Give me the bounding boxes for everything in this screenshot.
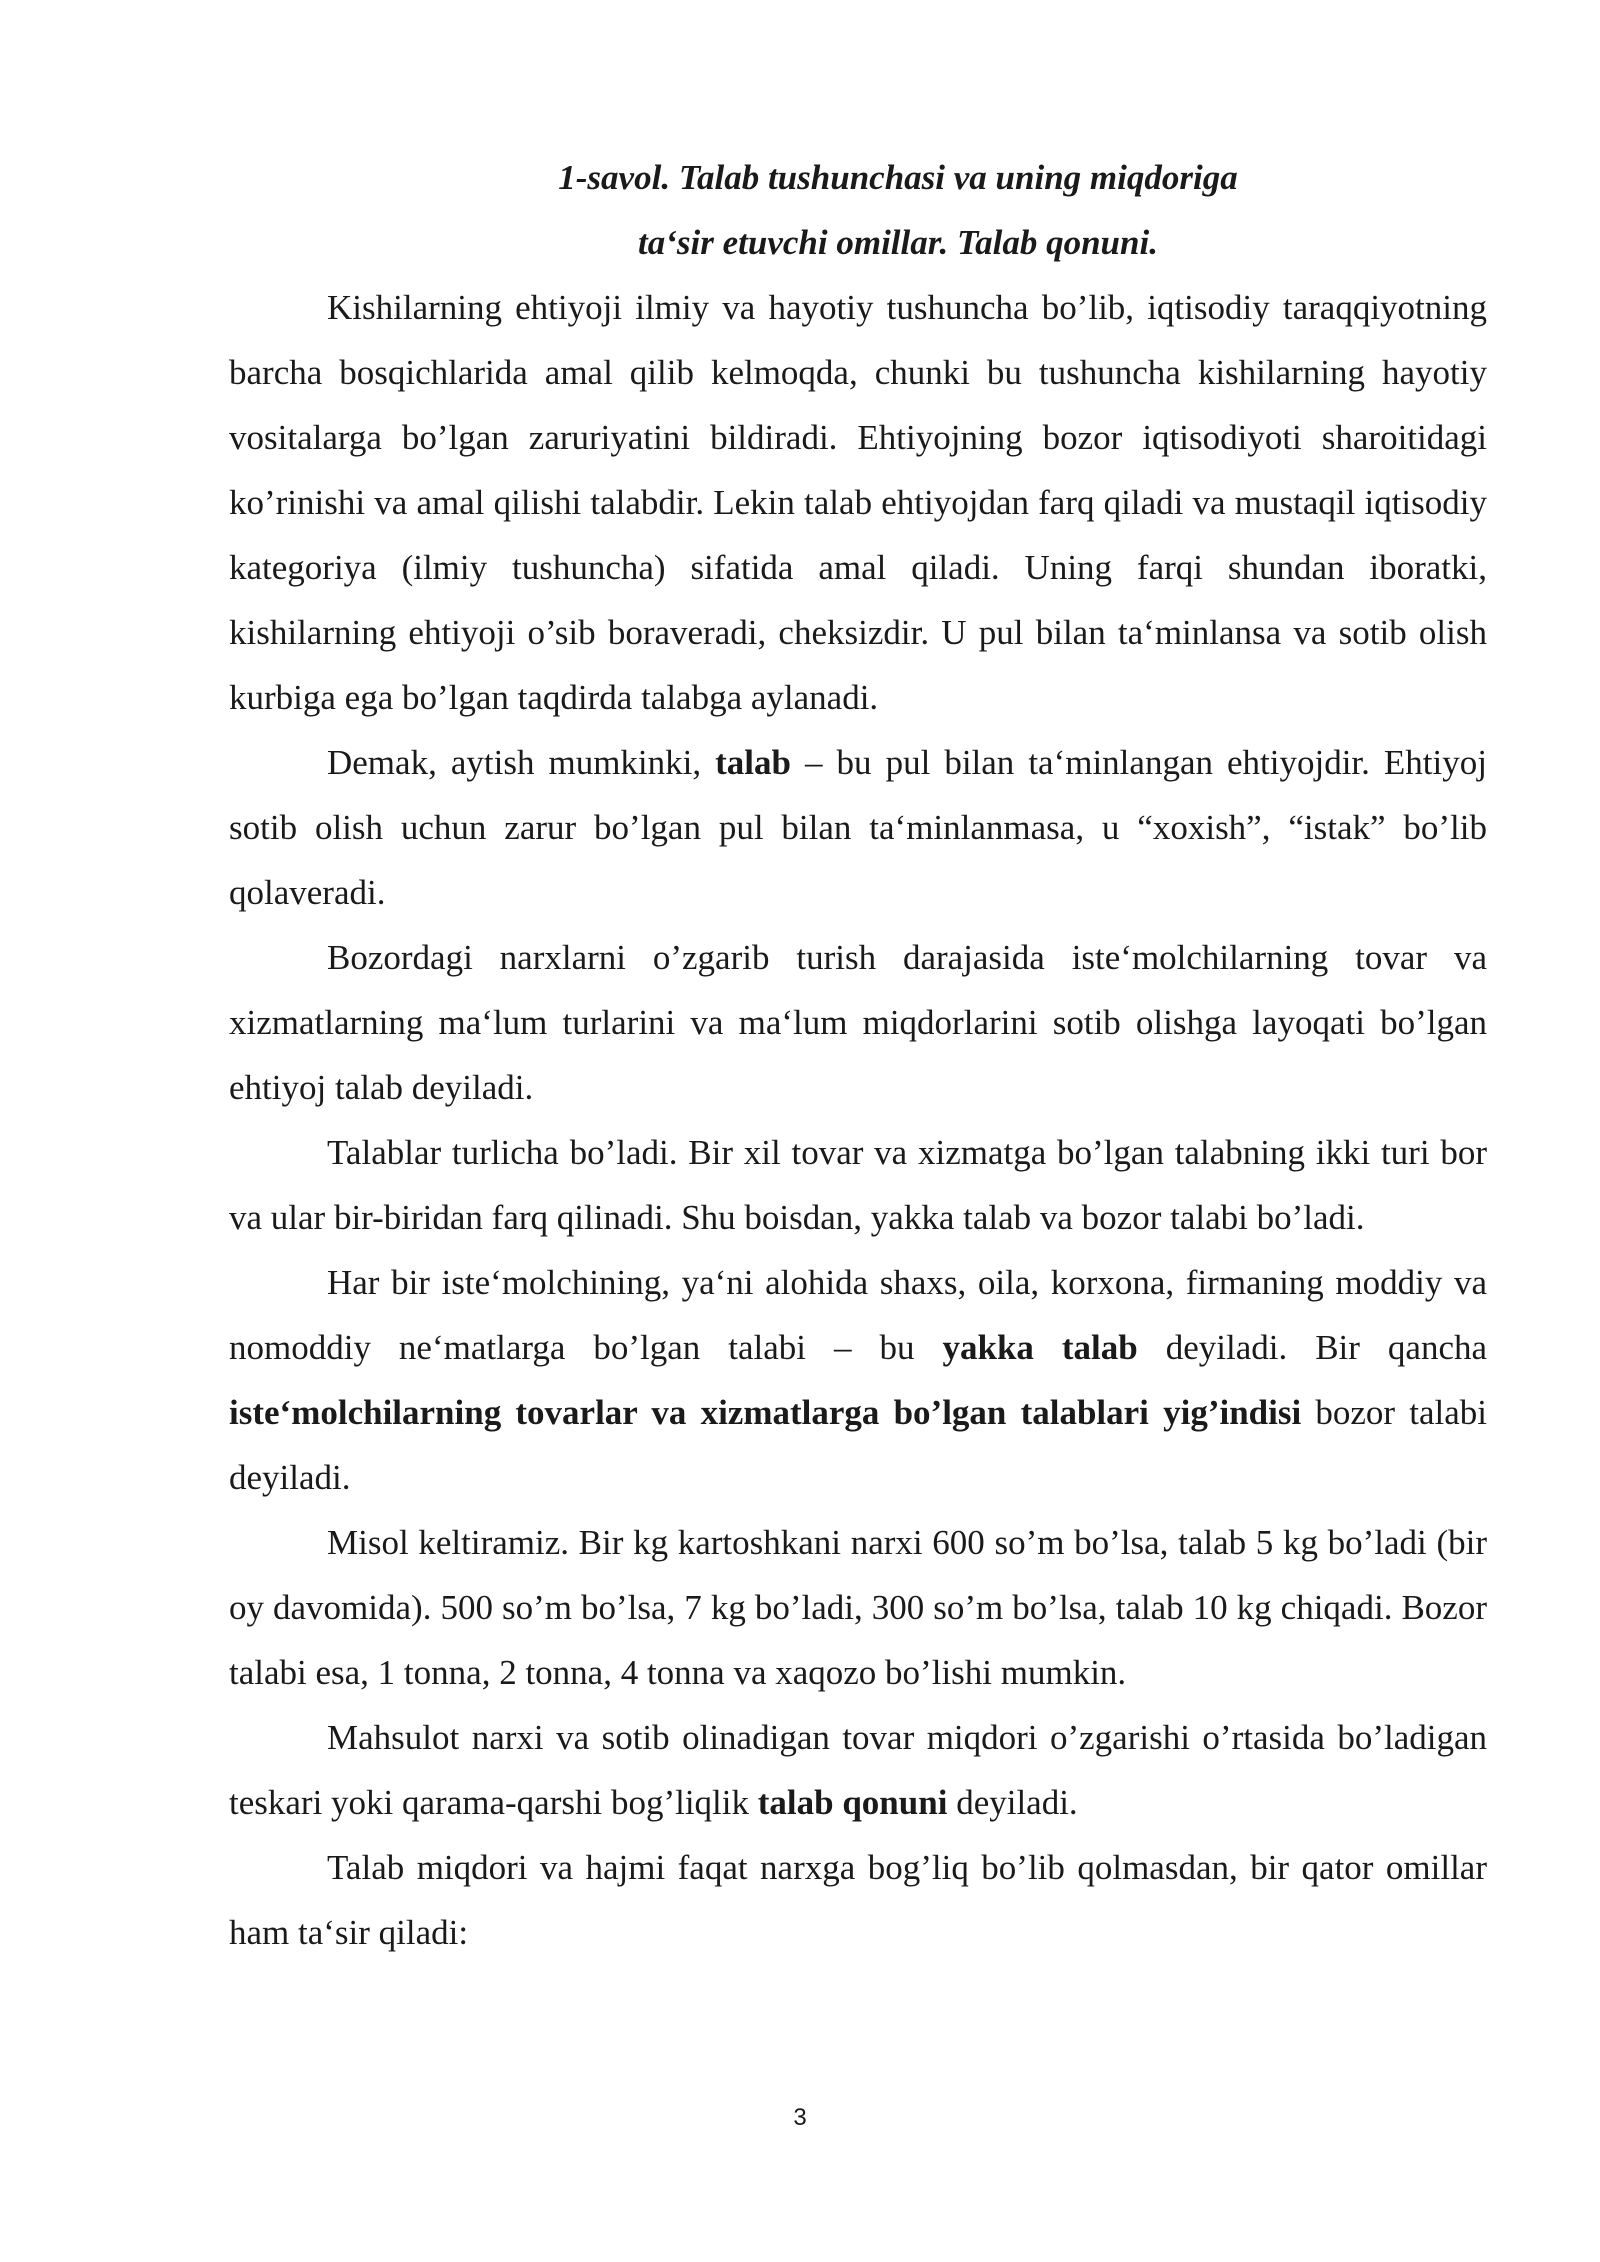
heading-line-1: 1-savol. Talab tushunchasi va uning miqdoriga [558,158,1238,197]
paragraph-4 [229,1120,1487,1250]
paragraph-7 [229,1705,1487,1835]
paragraph-2 [229,730,1487,925]
paragraph-1 [229,275,1487,730]
paragraph-text: Mahsulot narxi va sotib olinadigan tovar miqdori o’zgarishi o’rtasida bo’ladigan teskari yoki qarama-qarshi bog’liqlik [229,1718,1487,1822]
term-yakka-talab: yakka talab [942,1328,1138,1367]
paragraph-text: bozor talabi deyiladi. [229,1393,1488,1497]
body-text [229,275,1487,1965]
paragraph-text: Bozordagi narxlarni o’zgarib turish darajasida iste‘molchilarning tovar va xizmatlarning ma‘lum turlarini va ma‘lum miqdorlarini sotib olishga layoqati bo’lgan ehtiyoj talab deyiladi. [229,938,1487,1107]
heading-line-2: ta‘sir etuvchi omillar. Talab qonuni. [638,223,1158,262]
term-bozor-talabi-definition: iste‘molchilarning tovarlar va xizmatlarga bo’lgan talablari yig’indisi [229,1393,1302,1432]
page-number: 3 [793,2104,807,2131]
paragraph-8 [229,1835,1487,1965]
paragraph-3 [229,925,1487,1120]
paragraph-text: Kishilarning ehtiyoji ilmiy va hayotiy tushuncha bo’lib, iqtisodiy taraqqiyotning barcha bosqichlarida amal qilib kelmoqda, chunki bu tushuncha kishilarning hayotiy vositalarga bo’lgan zaruriyatini bildiradi. Ehtiyojning bozor iqtisodiyoti sharoitidagi ko’rinishi va amal qilishi talabdir. Lekin talab ehtiyojdan farq qiladi va mustaqil iqtisodiy kategoriya (ilmiy tushuncha) sifatida amal qiladi. Uning farqi shundan iboratki, kishilarning ehtiyoji o’sib boraveradi, cheksizdir. U pul bilan ta‘minlansa va sotib olish kurbiga ega bo’lgan taqdirda talabga aylanadi. [229,288,1487,717]
paragraph-6 [229,1510,1487,1705]
section-heading [229,145,1487,275]
term-talab-qonuni: talab qonuni [757,1783,948,1822]
paragraph-text: Talablar turlicha bo’ladi. Bir xil tovar va xizmatga bo’lgan talabning ikki turi bor va ular bir-biridan farq qilinadi. Shu boisdan, yakka talab va bozor talabi bo’ladi. [229,1133,1487,1237]
term-talab: talab [715,743,791,782]
document-page [229,145,1487,1965]
paragraph-text: Misol keltiramiz. Bir kg kartoshkani narxi 600 so’m bo’lsa, talab 5 kg bo’ladi (bir oy davomida). 500 so’m bo’lsa, 7 kg bo’ladi, 300 so’m bo’lsa, talab 10 kg chiqadi. Bozor talabi esa, 1 tonna, 2 tonna, 4 tonna va xaqozo bo’lishi mumkin. [229,1523,1487,1692]
paragraph-5 [229,1250,1487,1510]
paragraph-text: Demak, aytish mumkinki, [327,743,716,782]
paragraph-text: deyiladi. [947,1783,1078,1822]
paragraph-text: – bu pul bilan ta‘minlangan ehtiyojdir. Ehtiyoj sotib olish uchun zarur bo’lgan pul bilan ta‘minlanmasa, u “xoxish”, “istak” bo’lib qolaveradi. [229,743,1487,912]
paragraph-text: Talab miqdori va hajmi faqat narxga bog’liq bo’lib qolmasdan, bir qator omillar ham ta‘sir qiladi: [229,1848,1487,1952]
paragraph-text: deyiladi. Bir qancha [1137,1328,1488,1367]
paragraph-text: Har bir iste‘molchining, ya‘ni alohida shaxs, oila, korxona, firmaning moddiy va nomoddiy ne‘matlarga bo’lgan talabi – bu [229,1263,1487,1367]
